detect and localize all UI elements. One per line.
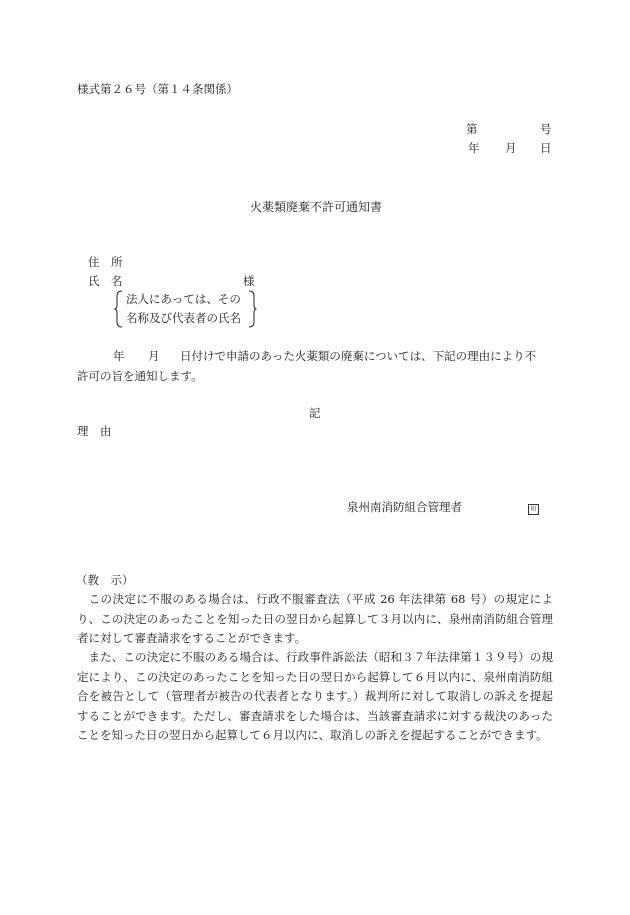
body-line1: 日付けで申請のあった火薬類の廃棄については、下記の理由により不 <box>180 349 537 363</box>
left-brace <box>114 290 124 328</box>
header-gou: 号 <box>540 122 552 136</box>
reason-label: 理 由 <box>77 424 112 438</box>
document-title: 火薬類廃棄不許可通知書 <box>250 200 383 214</box>
ki-mark: 記 <box>309 406 321 420</box>
corp-note-line1: 法人にあっては、その <box>126 292 241 306</box>
right-brace <box>248 290 258 328</box>
name-label: 氏 名 <box>88 274 123 288</box>
header-tsuki: 月 <box>505 141 517 155</box>
corp-note-line2: 名称及び代表者の氏名 <box>126 311 241 325</box>
honorific: 様 <box>243 274 255 288</box>
body-date-tsuki: 月 <box>148 349 160 363</box>
header-dai: 第 <box>466 122 478 136</box>
body-date-nen: 年 <box>113 349 125 363</box>
header-nen: 年 <box>468 141 480 155</box>
header-hi: 日 <box>540 141 552 155</box>
instruction-para-2: また、この決定に不服のある場合は、行政事件訴訟法（昭和３７年法律第１３９号）の規定により、この決定のあったことを知った日の翌日から起算して６月以内に、泉州南消防組合を被告として（管理者が被告の代表者となります。）裁判所に対して取消しの訴えを提起することができます。ただし、審査請求をした場合は、当該審査請求に対する裁決のあったことを知った日の翌日から起算して６月以内に、取消しの訴えを提起することができます。 <box>77 650 553 743</box>
form-number: 様式第２６号（第１４条関係） <box>77 82 238 96</box>
body-line2: 許可の旨を通知します。 <box>77 369 203 383</box>
instruction-para-1: この決定に不服のある場合は、行政不服審査法（平成 26 年法律第 68 号）の規定により、この決定のあったことを知った日の翌日から起算して３月以内に、泉州南消防組合管理者に対して審査請求をすることができます。 <box>77 592 553 646</box>
seal-mark: 印 <box>528 504 539 515</box>
issuer-name: 泉州南消防組合管理者 <box>347 500 462 514</box>
instruction-heading: （教 示） <box>76 573 134 587</box>
address-label: 住 所 <box>88 255 123 269</box>
